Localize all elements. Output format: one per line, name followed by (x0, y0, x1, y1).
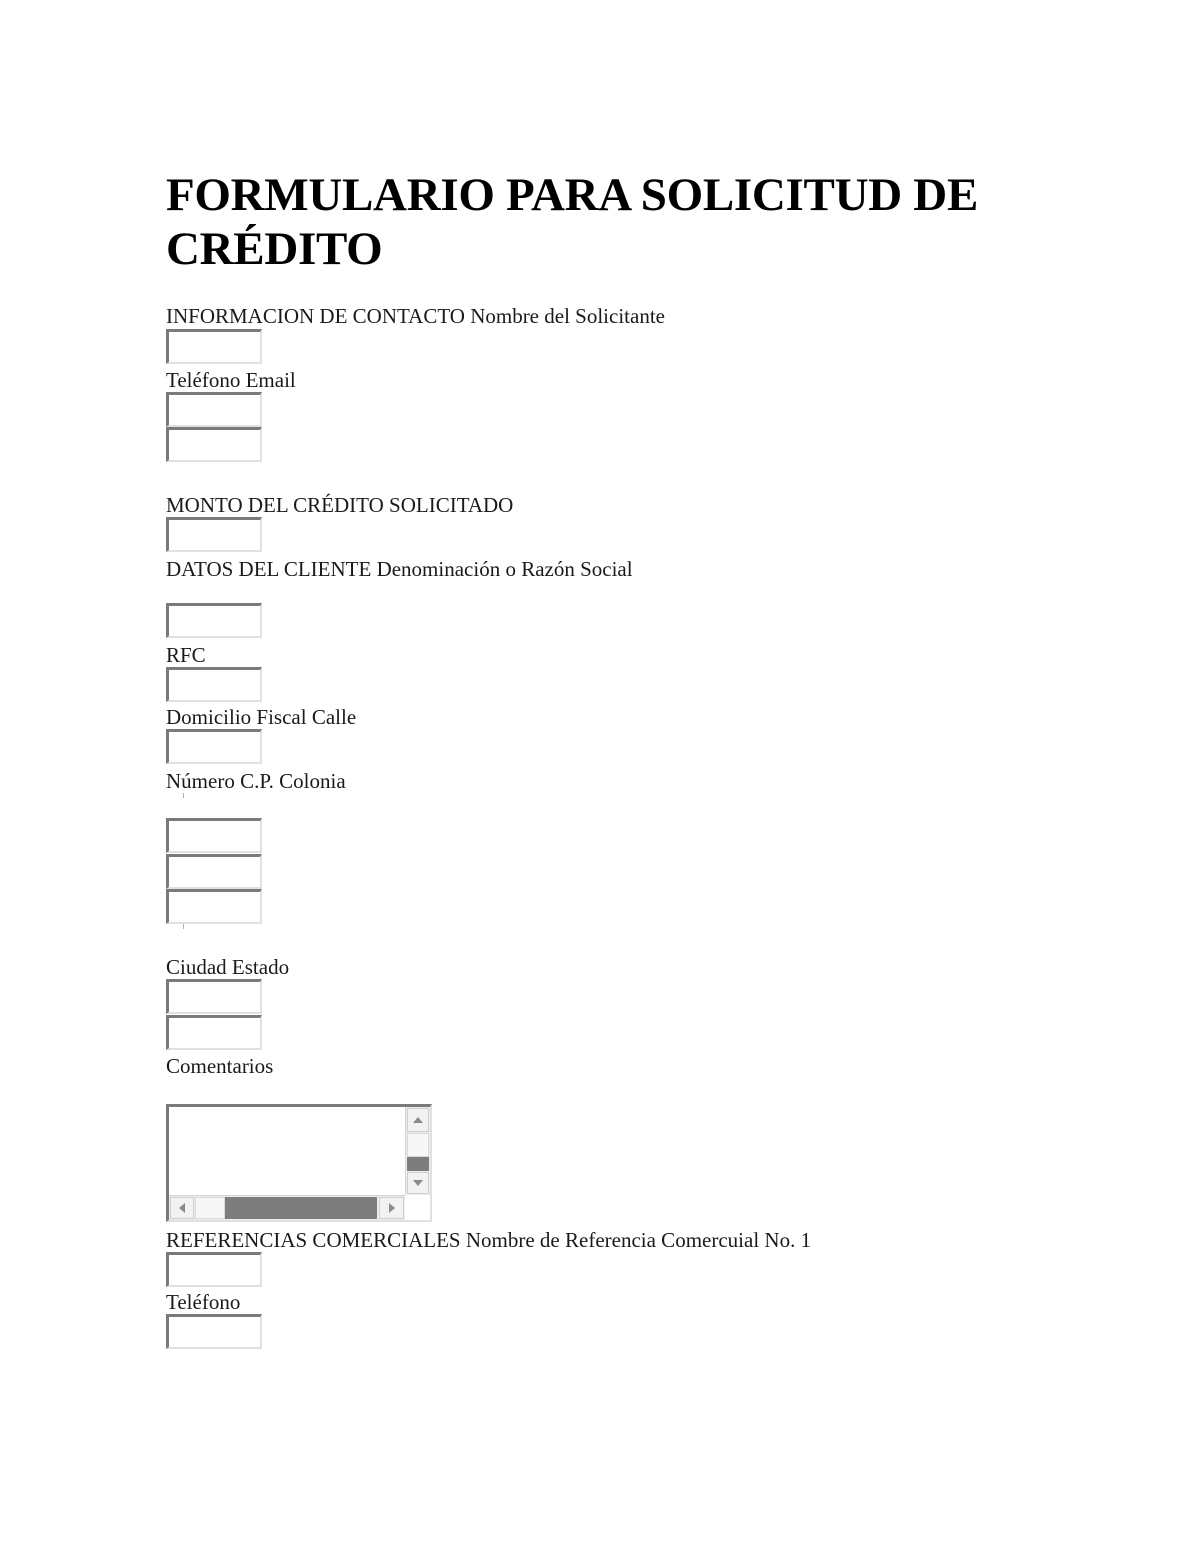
scroll-up-button[interactable] (407, 1108, 429, 1132)
scrollbar-corner (405, 1195, 430, 1220)
state-input[interactable] (166, 1015, 262, 1050)
city-state-label: Ciudad Estado (166, 955, 290, 979)
scroll-down-button[interactable] (407, 1172, 429, 1194)
arrow-down-icon (413, 1180, 423, 1186)
horizontal-scrollbar[interactable] (169, 1195, 405, 1220)
vertical-scroll-thumb[interactable] (407, 1157, 429, 1171)
commercial-references-label: REFERENCIAS COMERCIALES Nombre de Referencia Comercuial No. 1 (166, 1228, 812, 1252)
email-input[interactable] (166, 427, 262, 462)
client-data-label: DATOS DEL CLIENTE Denominación o Razón Social (166, 557, 633, 581)
zip-code-input[interactable] (166, 854, 262, 889)
page-title: FORMULARIO PARA SOLICITUD DE CRÉDITO (166, 169, 978, 275)
vertical-track[interactable] (407, 1133, 429, 1157)
fiscal-address-label: Domicilio Fiscal Calle (166, 705, 357, 729)
reference-name-input[interactable] (166, 1252, 262, 1287)
city-input[interactable] (166, 979, 262, 1014)
comments-textarea[interactable] (169, 1107, 405, 1195)
horizontal-scroll-thumb[interactable] (225, 1197, 377, 1219)
arrow-up-icon (413, 1117, 423, 1123)
arrow-right-icon (389, 1203, 395, 1213)
reference-phone-input[interactable] (166, 1314, 262, 1349)
arrow-left-icon (179, 1203, 185, 1213)
horizontal-track[interactable] (195, 1197, 225, 1219)
credit-amount-label: MONTO DEL CRÉDITO SOLICITADO (166, 493, 514, 517)
street-number-input[interactable] (166, 818, 262, 853)
number-zip-neighborhood-label: Número C.P. Colonia (166, 769, 346, 793)
rfc-label: RFC (166, 643, 206, 667)
phone-input[interactable] (166, 392, 262, 427)
business-name-input[interactable] (166, 603, 262, 638)
rfc-input[interactable] (166, 667, 262, 702)
phone-email-label: Teléfono Email (166, 368, 296, 392)
scroll-left-button[interactable] (170, 1197, 194, 1219)
comments-label: Comentarios (166, 1054, 274, 1078)
neighborhood-input[interactable] (166, 889, 262, 924)
scroll-right-button[interactable] (379, 1197, 404, 1219)
vertical-scrollbar[interactable] (405, 1107, 430, 1195)
comments-textarea-container (166, 1104, 432, 1222)
divider-tick (183, 793, 184, 798)
contact-section-label: INFORMACION DE CONTACTO Nombre del Solicitante (166, 304, 665, 328)
reference-phone-label: Teléfono (166, 1290, 241, 1314)
credit-amount-input[interactable] (166, 517, 262, 552)
applicant-name-input[interactable] (166, 329, 262, 364)
divider-tick (183, 924, 184, 929)
street-input[interactable] (166, 729, 262, 764)
